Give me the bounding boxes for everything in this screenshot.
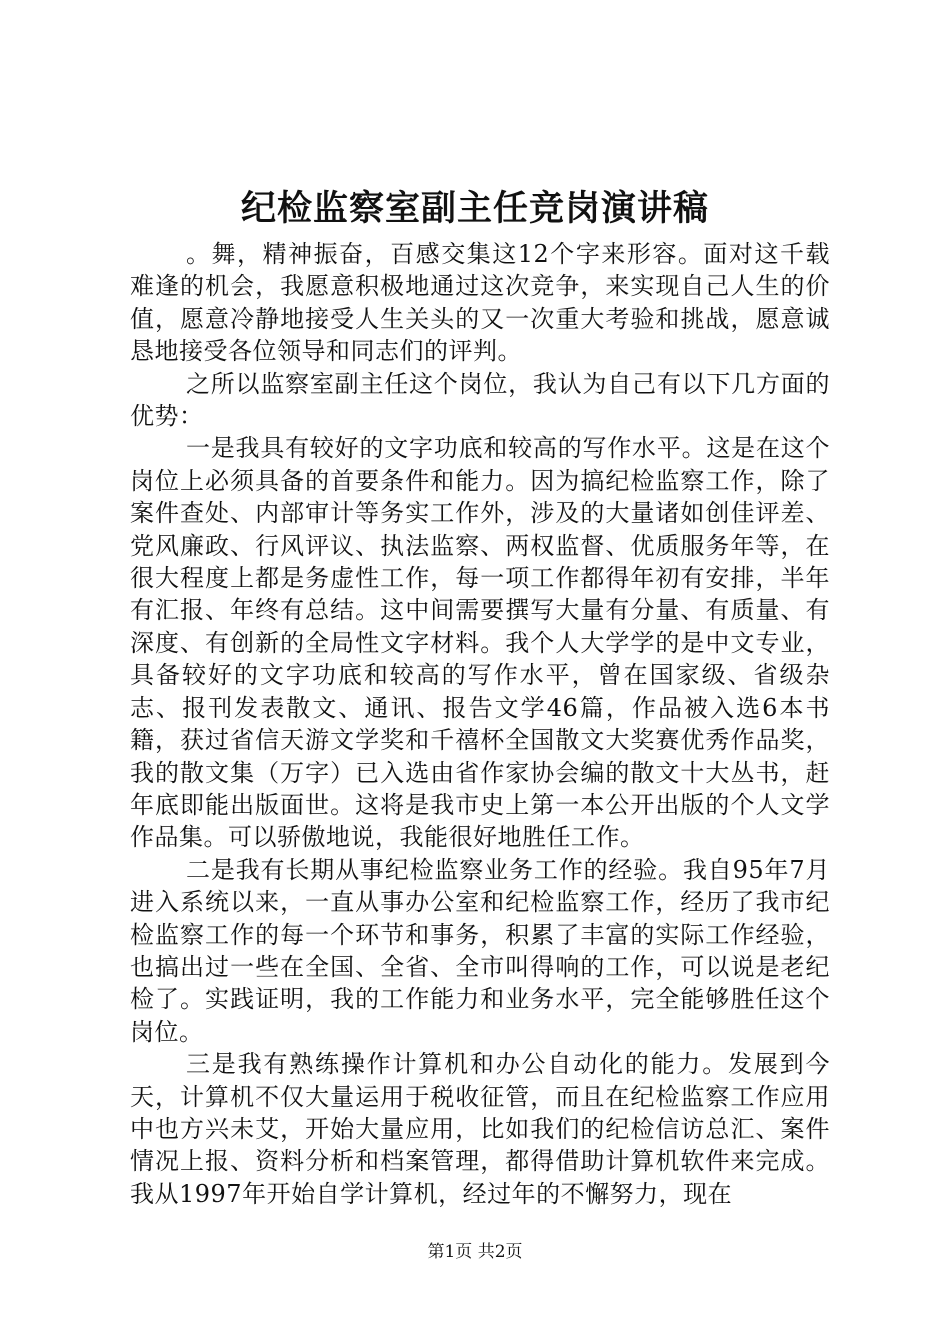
- paragraph-intro: 。舞，精神振奋，百感交集这12个字来形容。面对这千载难逢的机会，我愿意积极地通过这次竞争，来实现自己人生的价值，愿意冷静地接受人生关头的又一次重大考验和挑战，愿意诚恳地接受各位领导和同志们的评判。: [130, 240, 830, 366]
- document-title: 纪检监察室副主任竞岗演讲稿: [240, 188, 709, 229]
- paragraph-computer-skill: 三是我有熟练操作计算机和办公自动化的能力。发展到今天，计算机不仅大量运用于税收征管，而且在纪检监察工作应用中也方兴未艾，开始大量应用，比如我们的纪检信访总汇、案件情况上报、资料分析和档案管理，都得借助计算机软件来完成。我从1997年开始自学计算机，经过年的不懈努力，现在: [130, 1050, 830, 1208]
- paragraph-advantages-lead: 之所以监察室副主任这个岗位，我认为自己有以下几方面的优势：: [130, 369, 830, 431]
- page-number-footer: 第1页 共2页: [427, 1242, 523, 1262]
- paragraph-writing-skill: 一是我具有较好的文字功底和较高的写作水平。这是在这个岗位上必须具备的首要条件和能力。因为搞纪检监察工作，除了案件查处、内部审计等务实工作外，涉及的大量诸如创佳评差、党风廉政、行风评议、执法监察、两权监督、优质服务年等，在很大程度上都是务虚性工作，每一项工作都得年初有安排，半年有汇报、年终有总结。这中间需要撰写大量有分量、有质量、有深度、有创新的全局性文字材料。我个人大学学的是中文专业，具备较好的文字功底和较高的写作水平，曾在国家级、省级杂志、报刊发表散文、通讯、报告文学46篇，作品被入选6本书籍，获过省信天游文学奖和千禧杯全国散文大奖赛优秀作品奖，我的散文集（万字）已入选由省作家协会编的散文十大丛书，赶年底即能出版面世。这将是我市史上第一本公开出版的个人文学作品集。可以骄傲地说，我能很好地胜任工作。: [130, 434, 830, 852]
- paragraph-work-experience: 二是我有长期从事纪检监察业务工作的经验。我自95年7月进入系统以来，一直从事办公室和纪检监察工作，经历了我市纪检监察工作的每一个环节和事务，积累了丰富的实际工作经验，也搞出过一些在全国、全省、全市叫得响的工作，可以说是老纪检了。实践证明，我的工作能力和业务水平，完全能够胜任这个岗位。: [130, 855, 830, 1046]
- document-body: [130, 238, 830, 1210]
